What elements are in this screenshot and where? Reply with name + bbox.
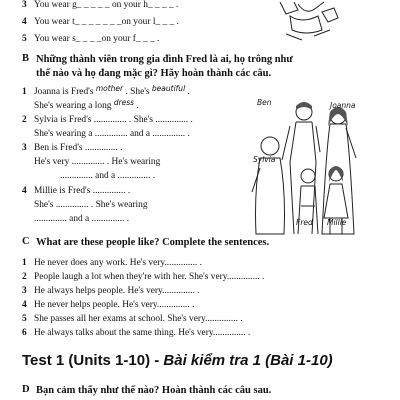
c-item-1: 1 He never does any work. He's very.............. .: [22, 258, 202, 268]
b-item-3-line-2: He's very .............. . He's wearing: [34, 157, 161, 167]
clothes-illustration: [272, 0, 342, 44]
test-title: Test 1 (Units 1-10) - Bài kiểm tra 1 (Bài 1-10): [22, 352, 333, 369]
handwritten-answer: beautiful: [151, 84, 186, 93]
handwritten-answer: mother: [95, 84, 124, 93]
b-item-3-line-3: .............. and a .............. .: [60, 171, 156, 181]
figure-label-fred: Fred: [296, 218, 313, 227]
c-item-4: 4 He never helps people. He's very.............. .: [22, 300, 195, 310]
c-item-6: 6 He always talks about the same thing. He's very.............. .: [22, 328, 251, 338]
section-c-letter: C: [22, 236, 30, 247]
figure-label-ben: Ben: [257, 98, 272, 107]
section-c-instruction: What are these people like? Complete the sentences.: [36, 237, 270, 248]
b-item-3-line-1: 3 Ben is Fred's .............. .: [22, 143, 123, 153]
section-b-letter: B: [22, 53, 30, 64]
b-item-4-line-3: .............. and a .............. .: [34, 214, 130, 224]
a-item-4: 4 You wear t_ _ _ _ _ _ _on your l_ _ _ .: [22, 17, 179, 27]
b-item-2-line-2: She's wearing a .............. and a .............. .: [34, 129, 190, 139]
figure-label-millie: Millie: [327, 218, 347, 227]
b-item-1-line-2: She's wearing a long $^{dress}$ .: [34, 98, 139, 111]
c-item-2: 2 People laugh a lot when they're with her. She's very.............. .: [22, 272, 265, 282]
handwritten-answer: dress: [113, 98, 135, 107]
b-item-4-line-2: She's .............. . She's wearing: [34, 200, 148, 210]
section-b-instruction-2: thế nào và họ đang mặc gì? Hãy hoàn thành các câu.: [36, 68, 272, 79]
figure-label-sylvia: Sylvia: [253, 155, 276, 164]
b-item-2-line-1: 2 Sylvia is Fred's .............. . She's .............. .: [22, 115, 193, 125]
b-item-4-line-1: 4 Millie is Fred's .............. .: [22, 186, 131, 196]
c-item-3: 3 He always helps people. He's very.............. .: [22, 286, 200, 296]
a-item-3: 3 You wear g_ _ _ _ _ on your h_ _ _ _ .: [22, 0, 179, 10]
section-d-instruction: Bạn cảm thấy như thế nào? Hoàn thành các câu sau.: [36, 385, 272, 396]
b-item-1-line-1: 1 Joanna is Fred's $^{mother}$ . She's $^{beautiful}$ .: [22, 84, 190, 97]
c-item-5: 5 She passes all her exams at school. She's very.............. .: [22, 314, 243, 324]
section-b-instruction-1: Những thành viên trong gia đình Fred là ai, họ trông như: [36, 54, 293, 65]
figure-label-joanna: Joanna: [330, 101, 356, 110]
a-item-5: 5 You wear s_ _ _ _on your f_ _ _ .: [22, 34, 160, 44]
section-d-letter: D: [22, 384, 30, 395]
